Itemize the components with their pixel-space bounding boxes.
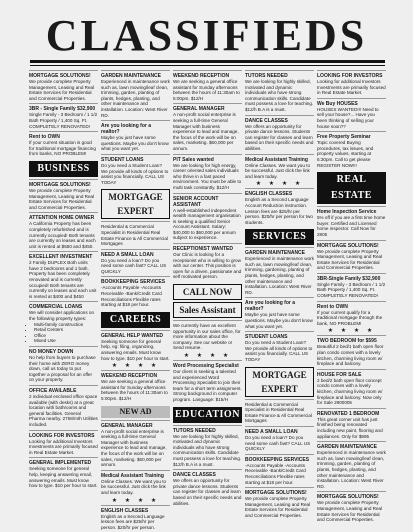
classified-ad (101, 420, 170, 470)
ad-body: Experienced in maintenance work such as, lawn mowing/leaf clean, trimming, gardening, planting of plants, hedges, planting, and other maintenance and installation. Location: West River RD. (245, 256, 314, 295)
ad-body: A well-established independent wealth management organisation is seeking a qualified Senior Account Assistant. Salary: $40,000 to $60,000 per annum subject to experience. (173, 207, 241, 241)
classified-ad (173, 425, 242, 470)
section-header-bar: BUSINESS (29, 161, 98, 177)
ad-body: Single Family - 3 Bedroom / 1 1/2 Bath Property / 1,400 Sq. Ft. COMPLETELY RENOVATED! (317, 281, 386, 299)
ad-heading: RECEPTIONIST WANTED (173, 246, 234, 253)
ad-body: 2 Family DUPLEX Both units have 2 bedrooms and 1 bath. Property has been completely renovated and is currently occupied! Both tenants are currently on leases and each unit is rented at $400 and $450 (29, 260, 97, 299)
classified-ad (245, 399, 314, 426)
ad-heading: Free Property Seminar (317, 134, 371, 141)
section-header-bar: EDUCATION (173, 407, 242, 423)
ad-heading: ENGLISH CLASSES (101, 507, 149, 514)
classified-ad (101, 470, 170, 498)
classified-ad (101, 370, 170, 403)
section-header-bar: REAL ESTATE (317, 172, 386, 204)
section-header-bar: SERVICES (245, 229, 314, 245)
ad-heading: 3BR - Single Family $32,900 (29, 106, 96, 113)
ad-body: Seeking someone for general help, eg: filing, organizing, answering emails. Must know how to type. $10 per hour to start. (101, 338, 170, 361)
classified-ad (173, 360, 242, 405)
ad-body: Seeking someone for general help, keeping answering email, answering emails. Must know how to type. $10 per hour to start. (29, 466, 98, 489)
ad-body: 2 bed/2 bath open floor concept condo comes with a lovely kitchen, charming living room w/ fireplace and balcony. Now only for Sale 2900005 (317, 377, 383, 406)
ad-heading: LOOKING FOR INVESTORS (29, 432, 95, 439)
ad-body: Do you need a Student Loan? We provide all kinds of options to assist you financially. CALL US TODAY (245, 340, 313, 362)
ad-heading: COMMERCIAL LOANS (29, 304, 83, 311)
classified-ad (101, 120, 170, 154)
ad-body: Looking for additional Investors Investments are primarily focused in Real Estate Market. (29, 438, 98, 455)
ad-heading: RENOVATED 1 BEDROOM (317, 410, 380, 417)
classified-columns (29, 70, 387, 530)
ad-body: HOUSES WANTED!!! Need to sell your house?... Have you been thinking of selling your house soon?? (317, 106, 379, 129)
classified-ad (245, 297, 314, 331)
classified-ad (101, 330, 170, 363)
classified-ad (29, 70, 98, 103)
ad-body: -Accounts Payable -Accounts Receivable -Bank/Credit Card Reconciliations Flexible rates starting at $18 per hour. (101, 285, 162, 308)
column-2 (101, 70, 170, 530)
ad-heading: DANCE CLASSES (173, 472, 216, 479)
classified-ad (29, 179, 98, 212)
ad-heading: Are you looking for a realtor? (245, 300, 296, 313)
boxed-ad-heading: CALL NOW (173, 284, 242, 300)
column-5 (317, 70, 386, 523)
ad-body: 5% off if you are a first time home buyer. Certified and Licensed home inspector. Call Now for 2805 (317, 215, 386, 237)
page-title: CLASSIFIEDS (45, 11, 368, 60)
ad-body: We currently have an excellent opportunity in our sales office, for more information about the company. See our website or Send resume. (173, 323, 241, 351)
ad-heading: Rent to OWN (317, 303, 348, 310)
classified-ad (317, 408, 386, 441)
ad-heading: SENIOR ACCOUNT ASSISTANT (173, 195, 219, 208)
classified-ad (317, 369, 386, 408)
ad-body: Residential & Commercial Specialist in Residential Real Estate Finance & All Commercial Mortgages (245, 401, 312, 424)
ad-body: We are looking for highly skilled, motivated and dynamic individuals who have strong communication skills. Candidate must possess a love for teaching. $12/h B.A is a must. (173, 433, 242, 467)
classified-ad (245, 115, 314, 154)
ad-bullet-item: • Office (34, 333, 98, 339)
ad-heading: Are you looking for a realtor? (101, 123, 152, 136)
ad-body: No help from buyers to purchase their home with ZERO money down, call us today to put together a proposal for an offer on your property. (29, 355, 96, 383)
ad-bullet-item: • Retail Centers (34, 327, 98, 333)
ad-body: We are seeking a general office assistant for Sunday afternoons between the hours of 11:30am to 5:00pm. $12/H (173, 79, 240, 101)
ad-bullet-item: • Multi-family construction (34, 322, 98, 328)
classified-ad (245, 331, 314, 364)
ad-body: Online Classes. We want you to be successful. Just click the link and learn today. (245, 162, 311, 179)
classified-ad (173, 103, 242, 153)
ad-body: We are looking for high energy, career oriented sales individuals who thrive in a fast paced environment. You must be able to multi task constantly. $12/H (173, 162, 242, 190)
column-3 (173, 70, 242, 506)
ad-body: This great corner unit has just finished being renovated including new paint, flooring and appliances. Only for $995 (317, 416, 383, 439)
ad-body: English as a Second Language lesson fees are $25/hr per person. $20/hr per person. (101, 513, 165, 530)
ad-heading: MORTGAGE SOLUTIONS! (29, 73, 91, 79)
classified-ad (29, 103, 98, 131)
ad-heading: ENGLISH CLASSES (245, 191, 293, 198)
classified-ad (29, 346, 98, 385)
star-divider: ★ ★ ★ ★ (111, 363, 160, 370)
section-header-bar: CAREERS (101, 312, 170, 328)
star-divider: ★ ★ ★ ★ (255, 181, 304, 188)
ad-heading: GARDEN MAINTENANCE (317, 444, 377, 451)
ad-body: Maybe you just have some questions. Maybe you don't know what you want yet. (245, 312, 313, 329)
ad-heading: PIT Sales wanted (173, 156, 214, 163)
ad-body: Do you need a loan? Do you need some cash fast? CALL US QUICKLY (245, 434, 311, 452)
ad-body: A California Property has been completely refurbished and is currently occupied! Both tenants are currently on leases and each unit is rented at $550 and $450. (29, 221, 96, 249)
ad-heading: GARDEN MAINTENANCE (101, 73, 161, 79)
ad-heading: ATTENTION HOME OWNER (29, 215, 95, 222)
classified-ad (101, 276, 170, 309)
ad-body: We will consider applications on the following property types: (29, 310, 95, 322)
classified-ad (245, 454, 314, 487)
ad-body: Residential & Commercial Specialist in Residential Real Estate Finance & All Commercial Mortgages (101, 224, 168, 247)
ad-bullet-list (29, 322, 98, 344)
ad-body: Online Classes. We want you to be successful. Just click the link and learn today. (101, 478, 167, 495)
ad-body: If your current situation is good for traditional mortgage financing from banks, NO PROBLEM! (29, 140, 96, 157)
ad-body: We provide complete Property Management, Leasing and Real Estate Services for Residential and Commercial Properties. (317, 500, 383, 523)
ad-heading: TWO BEDROOM for $595 (317, 338, 377, 345)
ad-bullet-item: • Mixed Use (34, 338, 98, 344)
ad-body: We provide complete Property Management, Leasing and Real Estate Services for Residential and Commercial Properties. (245, 496, 311, 518)
ad-heading: OFFICE AVAILABLE (29, 387, 77, 394)
ad-heading: GENERAL MANAGER (173, 106, 225, 113)
ad-body: We offers an opportunity for private dance lessons. Students can register for classes and learn based on their specific needs and abilities. (245, 123, 314, 151)
ad-body: We provide complete Property Management, Leasing and Real Estate Services for Residential and Commercial Properties. (29, 79, 95, 101)
ad-body: If your current qualify for a traditional mortgage through the bank, NO PROBLEM! (317, 309, 383, 326)
ad-body: A non-profit social enterprise is seeking a full-time General Manager with business experience to lead and manage, the focus of the work will be on sales, marketing. $60,000 per annum. (173, 112, 239, 151)
ad-heading: NO MONEY DOWN (29, 349, 74, 355)
ad-body: -Accounts Payable -Accounts Receivable -Bank/Credit Card Reconciliations Flexible rates starting at $18 per hour. (245, 462, 306, 485)
ad-body: Experienced in maintenance work such as, lawn mowing/leaf clean, trimming, garden, planting of plants, hedges, planting, and other maintenance and installation. Location: West River RD. (317, 450, 386, 489)
ad-heading: WEEKEND RECEPTION (101, 373, 158, 380)
ad-heading: BOOKKEEPING SERVICES (101, 279, 166, 286)
ad-heading: DANCE CLASSES (245, 117, 288, 124)
classified-ad (245, 247, 314, 297)
ad-heading: MORTGAGE SOLUTIONS! (317, 494, 379, 501)
classified-ad (245, 426, 314, 454)
ad-heading: WEEKEND RECEPTION (173, 73, 230, 79)
ad-heading: NEED A SMALL LOAN (245, 428, 298, 435)
ad-heading: STUDENT LOANS (245, 334, 288, 341)
ad-heading: MORTGAGE SOLUTIONS! (245, 490, 307, 497)
ad-body: We provide complete Property Management, Leasing and Real Estate Services for Residential and Commercial Properties. (317, 248, 383, 271)
classified-ad (29, 131, 98, 159)
classified-ad (101, 154, 170, 187)
ad-body: Single Family - 3 Bedroom / 1 1/2 Bath Property / 1,400 Sq. Ft. COMPLETELY RENOVATED! (29, 112, 98, 129)
ad-body: Maybe you just have some questions. Maybe you don't know what you want yet. (101, 135, 169, 152)
ad-body: English as a Second Language Account Reduction instruction. Lesson fees are $25/hr per person. $20/hr per person for two students. (245, 197, 313, 225)
classified-ad (101, 70, 170, 120)
ad-heading: MORTGAGE SOLUTIONS! (317, 242, 379, 249)
ad-body: We are looking for highly skilled, motivated and dynamic individuals who have strong communication skills. Candidate must possess a love for teaching. $12/h B.A is a must. (245, 79, 314, 112)
classified-ad (245, 487, 314, 520)
classified-ad (29, 212, 98, 251)
ad-heading: We Buy HOUSES (317, 100, 358, 107)
classified-ad (173, 320, 242, 353)
star-divider: ★ ★ ★ ★ (327, 328, 376, 335)
ad-body: Our client is seeking a talented and experienced Word Processing Specialist to join their team for a short term assignment. Strong background in computer program. Language: $15/H (173, 369, 242, 402)
ad-heading: 3BR-Single Family $32,900 (317, 275, 381, 282)
ad-heading: TUTORS NEEDED (173, 427, 216, 434)
column-1 (29, 70, 98, 500)
classified-ad (317, 206, 386, 239)
classified-ad (317, 491, 386, 524)
ad-body: Topic covered Buying procedures, tax issues, and property values, starting at 6:30pm. Call to get please REGISTER NOW!!! (317, 140, 374, 168)
ad-heading: HOUSE FOR SALE (317, 371, 362, 378)
classified-ad (245, 188, 314, 227)
classified-ad (101, 221, 170, 248)
classified-ad (317, 131, 386, 170)
star-divider: ★ ★ ★ ★ (183, 353, 232, 359)
ad-heading: TUTORS NEEDED (245, 73, 288, 79)
classified-ad (245, 70, 314, 115)
classified-ad (173, 193, 242, 244)
classified-ad (245, 154, 314, 182)
ad-body: A non-profit social enterprise is seeking a full-time General Manager with business experience to lead and manage, the focus of the work will be on sales, marketing. $60,000 per annum. (101, 428, 167, 468)
ad-heading: NEED A SMALL LOAN (101, 251, 154, 258)
masthead-thin-rule (30, 65, 385, 66)
ad-heading: Home Inspection Service (317, 209, 377, 216)
ad-body: Our Clinic is looking for a receptionist who is willing to grow with our center. This position is open for a driven, passionate and self motivated person. (173, 252, 242, 280)
ad-body: Experienced in maintenance work such as, lawn mowing/leaf clean, trimming, garden, planting of plants, hedges, planting, and other maintenance and installation. Location: West River RD. (101, 79, 170, 118)
classified-ad (173, 154, 242, 193)
classified-ad (101, 505, 170, 532)
ad-heading: Medical Assistant Training (101, 472, 164, 479)
classified-ad (317, 98, 386, 131)
classified-ad (317, 273, 386, 301)
classified-ad (101, 249, 170, 277)
boxed-ad-heading: MORTGAGE EXPERT (245, 367, 314, 397)
ad-body: Beautiful 2 bed/1 bath open floor plan condo comes with a lovely kitchen, charming living room w/ fireplace and balcony. (317, 344, 384, 367)
ad-heading: Word Processing Specialist (173, 363, 239, 369)
ad-heading: LOOKING FOR INVESTORS (317, 73, 383, 79)
ad-body: We provide complete Property Management, Leasing and Real Estate Services for Residential and Commercial Properties. (29, 187, 95, 210)
ad-body: We are seeking a general office assistant for Sunday afternoons between the hours of 11:30am to 5:00pm. $12/H (101, 379, 168, 401)
boxed-ad-heading: MORTGAGE EXPERT (101, 189, 170, 219)
ad-body: Looking for additional Investors Investments are primarily focused in Real Estate Market. (317, 79, 386, 96)
classified-ad (173, 70, 242, 103)
classified-ad (29, 430, 98, 458)
classified-ad (317, 240, 386, 273)
classified-ad (317, 441, 386, 491)
classified-ad (317, 301, 386, 329)
ad-heading: GENERAL HELP WANTED (101, 332, 164, 339)
ad-body: 2 individual enclosed office space available (with desks) at a great location with bathrooms and general facilities. General Pharma nearby. 2758/mth Utilities included. (29, 393, 98, 427)
classified-ad (29, 251, 98, 301)
ad-heading: EXCELLENT INVESTMENT (29, 254, 93, 261)
new-ad-banner: NEW AD (101, 406, 170, 418)
ad-heading: GENERAL MANAGER (101, 422, 153, 429)
star-divider: ★ ★ ★ ★ (111, 497, 160, 504)
classified-ad (29, 457, 98, 490)
ad-body: We offers an opportunity for private dance lessons. Students can register for classes and learn based on their specific needs and abilities. (173, 478, 242, 506)
ad-heading: MORTGAGE SOLUTIONS! (29, 181, 91, 188)
ad-heading: Medical Assistant Training (245, 156, 308, 163)
ad-heading: STUDENT LOANS (101, 156, 144, 163)
classified-ad (317, 70, 386, 98)
masthead (0, 0, 413, 64)
masthead-thick-rule (30, 60, 385, 63)
column-4 (245, 70, 314, 518)
ad-heading: BOOKKEEPING SERVICES (245, 456, 310, 463)
classified-ad (29, 301, 98, 346)
ad-heading: Rent to OWN (29, 134, 60, 141)
ad-body: Do you need a Student Loan? We provide all kinds of options to assist you financially. CALL US TODAY (101, 162, 169, 185)
classified-ad (173, 469, 242, 508)
classified-ad (29, 385, 98, 430)
ad-heading: GARDEN MAINTENANCE (245, 250, 305, 257)
boxed-ad-heading: Sales Assistant (173, 302, 242, 318)
classified-ad (317, 335, 386, 368)
classified-ad (173, 243, 242, 282)
ad-heading: GENERAL IMPLEMENTED (29, 460, 92, 467)
ad-body: Do you need a loan? Do you need some cash fast? CALL US QUICKLY (101, 257, 167, 274)
